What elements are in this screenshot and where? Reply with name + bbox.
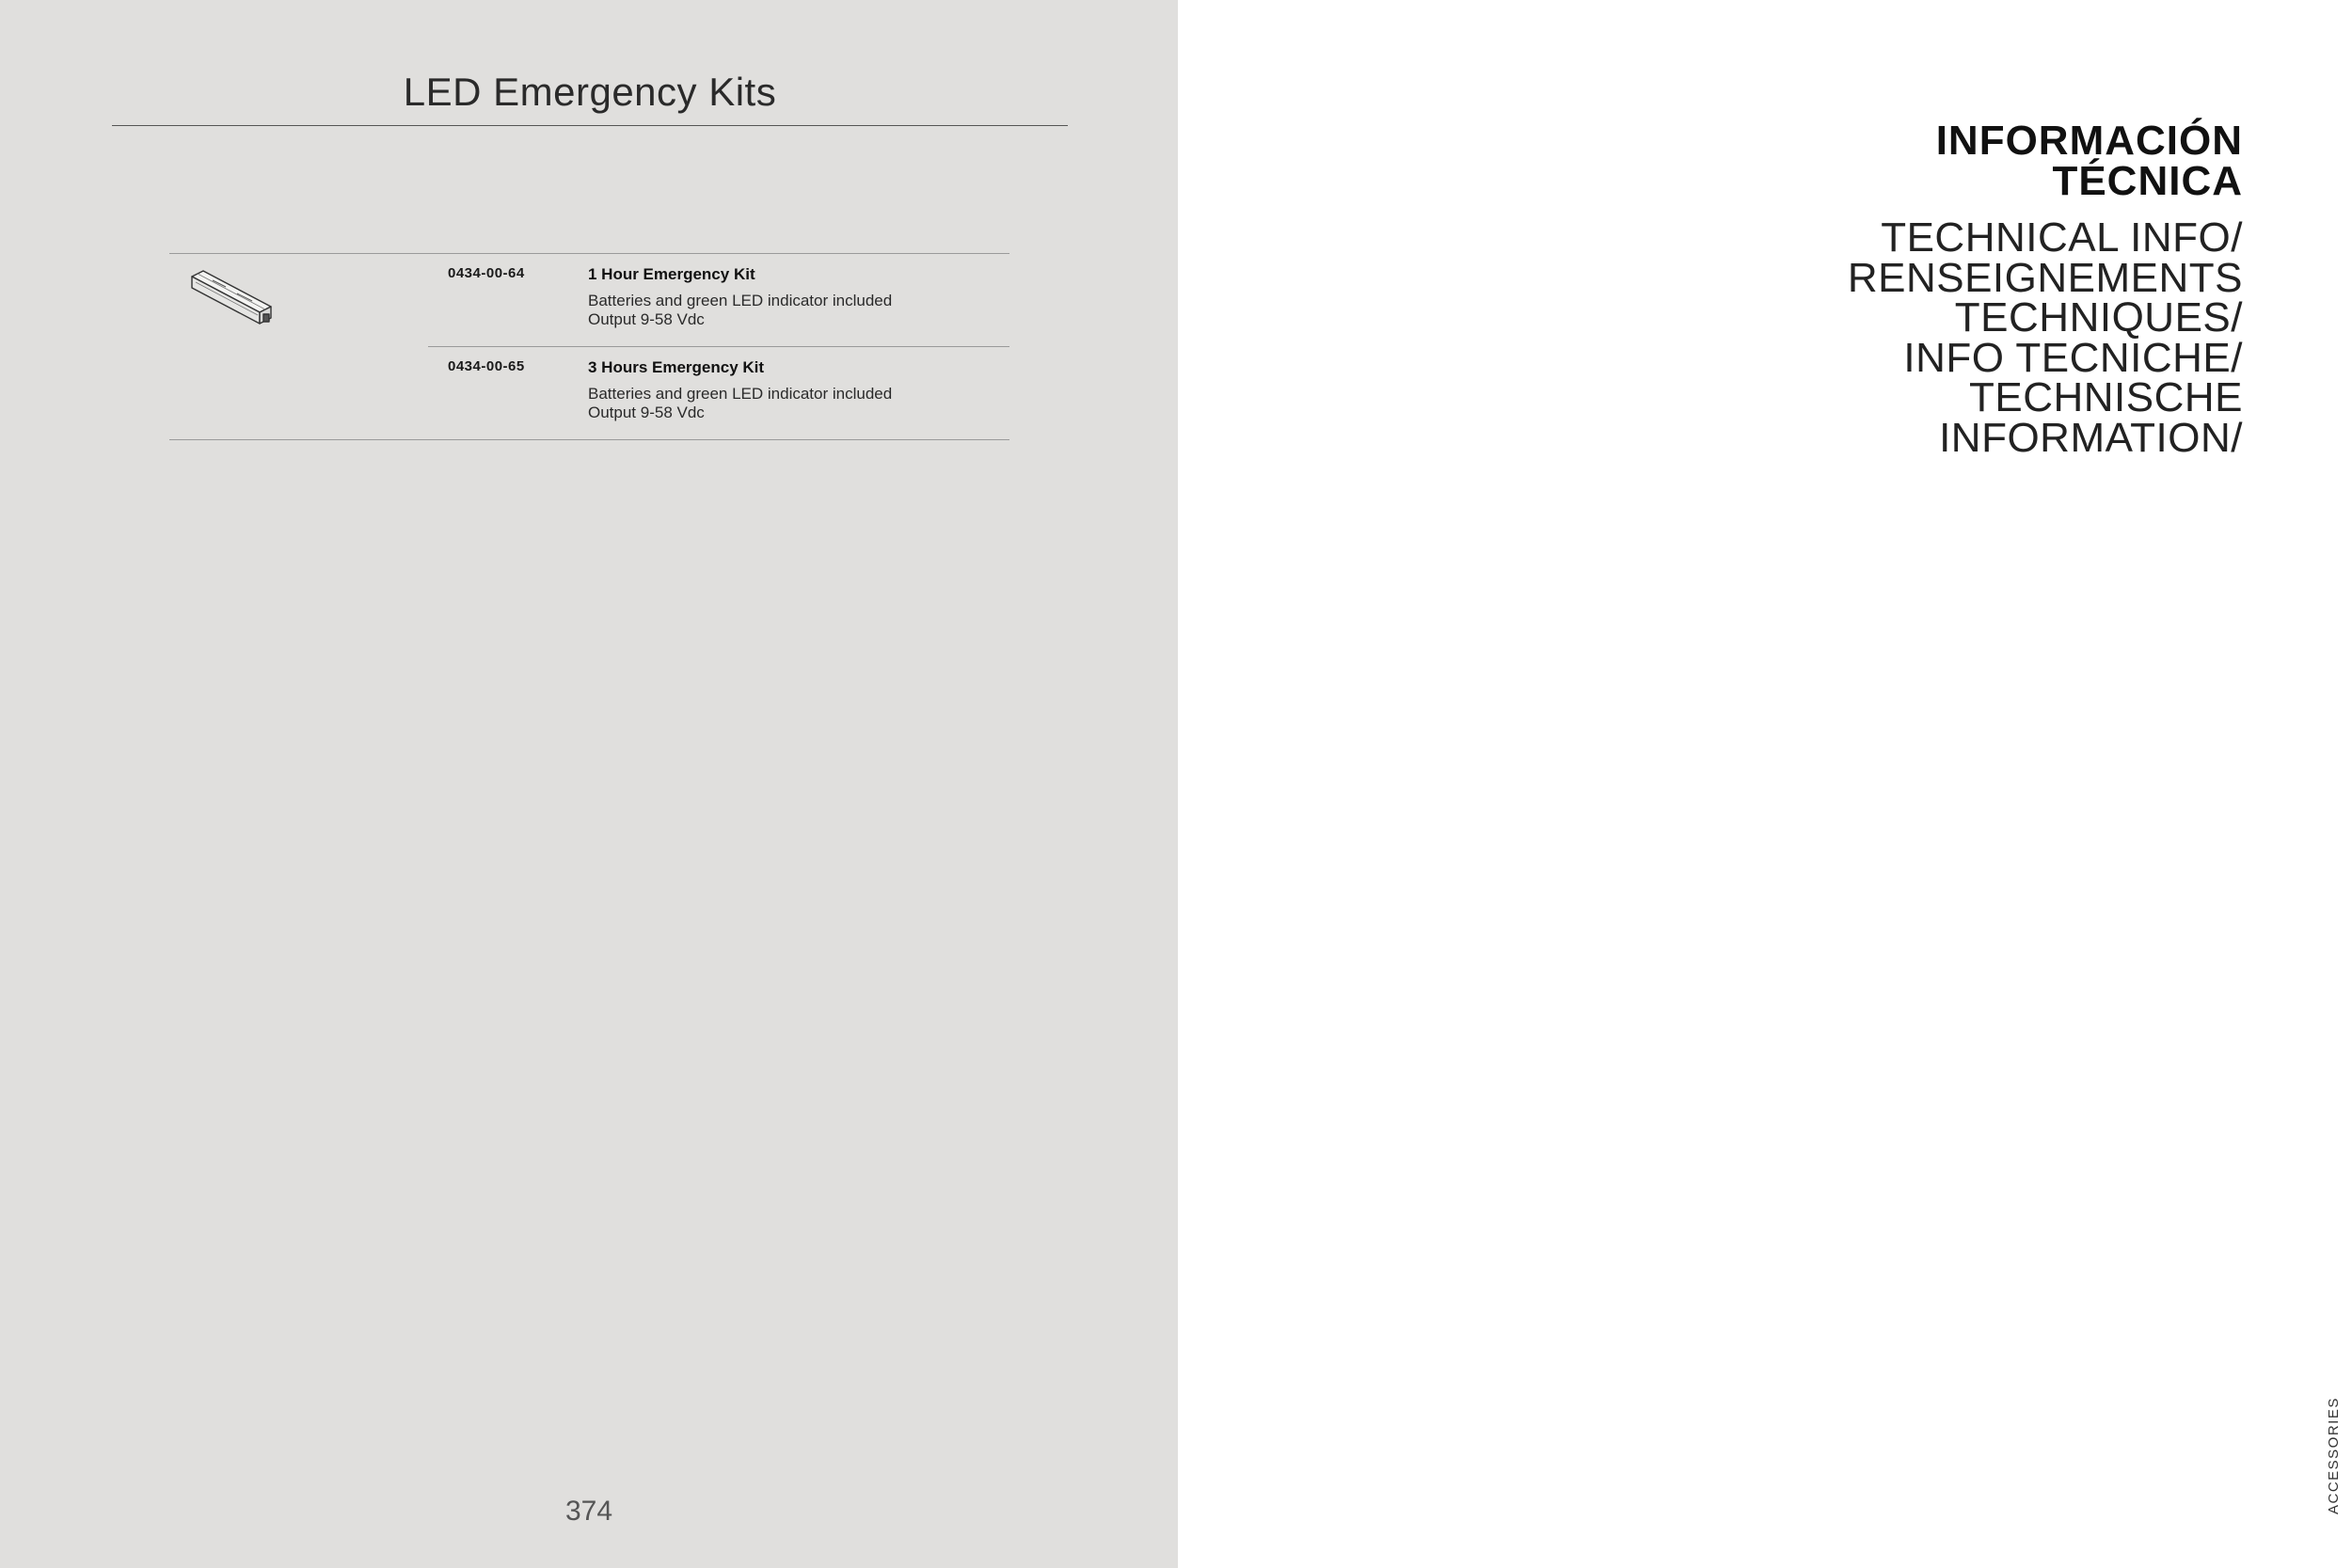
right-page	[1178, 0, 2352, 1568]
heading-line: INFORMATION/	[1939, 414, 2243, 461]
heading-line: TECHNICAL INFO/	[1881, 214, 2243, 261]
description-line: Batteries and green LED indicator included	[588, 385, 893, 403]
table-divider-top	[169, 253, 1009, 254]
product-description	[588, 385, 892, 422]
table-divider-bottom	[169, 439, 1009, 440]
technical-info-heading-translations	[1178, 214, 2243, 461]
heading-line: RENSEIGNEMENTS	[1847, 254, 2243, 301]
product-name: 1 Hour Emergency Kit	[588, 265, 755, 283]
description-line: Output 9-58 Vdc	[588, 310, 705, 328]
description-line: Batteries and green LED indicator included	[588, 292, 893, 309]
section-side-label: ACCESSORIES	[2326, 1397, 2342, 1514]
product-description	[588, 292, 892, 329]
page-number: 374	[564, 1496, 613, 1527]
heading-line: TECHNISCHE	[1968, 374, 2243, 420]
heading-line: TÉCNICA	[2052, 158, 2243, 204]
product-code: 0434-00-65	[448, 358, 525, 374]
heading-line: TECHNIQUES/	[1954, 294, 2243, 341]
technical-info-heading-bold	[1178, 118, 2243, 204]
heading-line: INFO TECNICHE/	[1903, 334, 2243, 381]
table-divider-middle	[428, 346, 1009, 347]
page-title: LED Emergency Kits	[403, 70, 777, 114]
description-line: Output 9-58 Vdc	[588, 404, 705, 421]
product-code: 0434-00-64	[448, 265, 525, 281]
emergency-kit-product-image	[184, 265, 278, 333]
title-divider	[112, 125, 1068, 126]
product-name: 3 Hours Emergency Kit	[588, 358, 765, 376]
heading-line: INFORMACIÓN	[1935, 118, 2243, 164]
